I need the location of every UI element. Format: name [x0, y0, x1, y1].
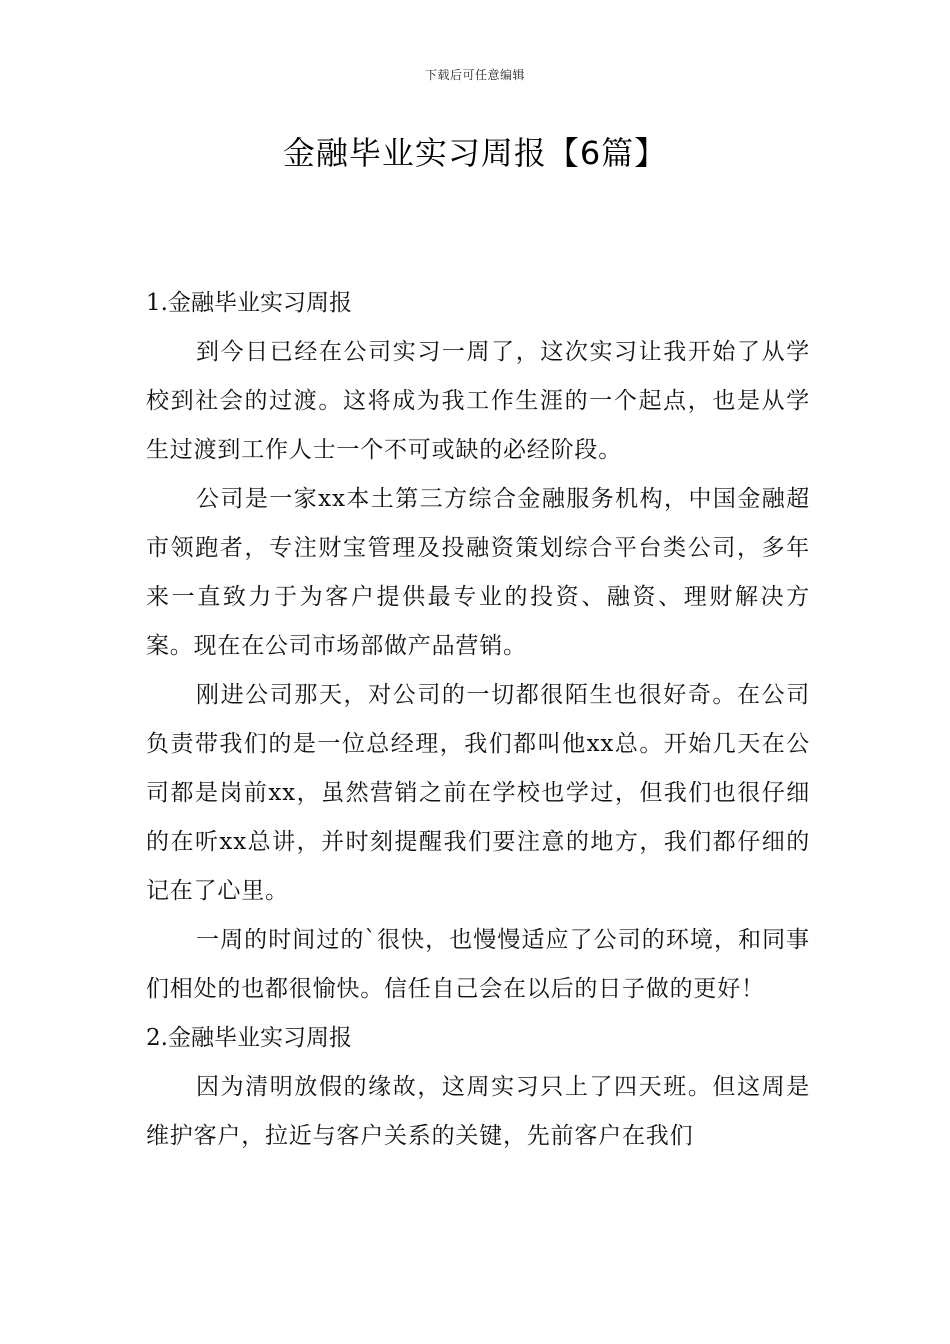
- section-heading: 1.金融毕业实习周报: [146, 290, 352, 316]
- paragraph: 公司是一家xx本土第三方综合金融服务机构，中国金融超市领跑者，专注财宝管理及投融资策划综合平台类公司，多年来一直致力于为客户提供最专业的投资、融资、理财解决方案。现在在公司市场部做产品营销。: [146, 486, 810, 659]
- paragraph: 刚进公司那天，对公司的一切都很陌生也很好奇。在公司负责带我们的是一位总经理，我们都叫他xx总。开始几天在公司都是岗前xx，虽然营销之前在学校也学过，但我们也很仔细的在听xx总讲，并时刻提醒我们要注意的地方，我们都仔细的记在了心里。: [146, 682, 810, 904]
- header-note: 下载后可任意编辑: [424, 68, 525, 82]
- paragraph: 因为清明放假的缘故，这周实习只上了四天班。但这周是维护客户，拉近与客户关系的关键，先前客户在我们: [146, 1074, 810, 1149]
- paragraph: 一周的时间过的`很快，也慢慢适应了公司的环境，和同事们相处的也都很愉快。信任自己会在以后的日子做的更好！: [146, 927, 810, 1002]
- document-title: 金融毕业实习周报【6篇】: [282, 134, 668, 172]
- section-1: [146, 279, 810, 1014]
- document-body: [146, 279, 810, 1161]
- section-2: [146, 1014, 810, 1161]
- paragraph: 到今日已经在公司实习一周了，这次实习让我开始了从学校到社会的过渡。这将成为我工作生涯的一个起点，也是从学生过渡到工作人士一个不可或缺的必经阶段。: [146, 339, 810, 463]
- section-heading: 2.金融毕业实习周报: [146, 1025, 352, 1051]
